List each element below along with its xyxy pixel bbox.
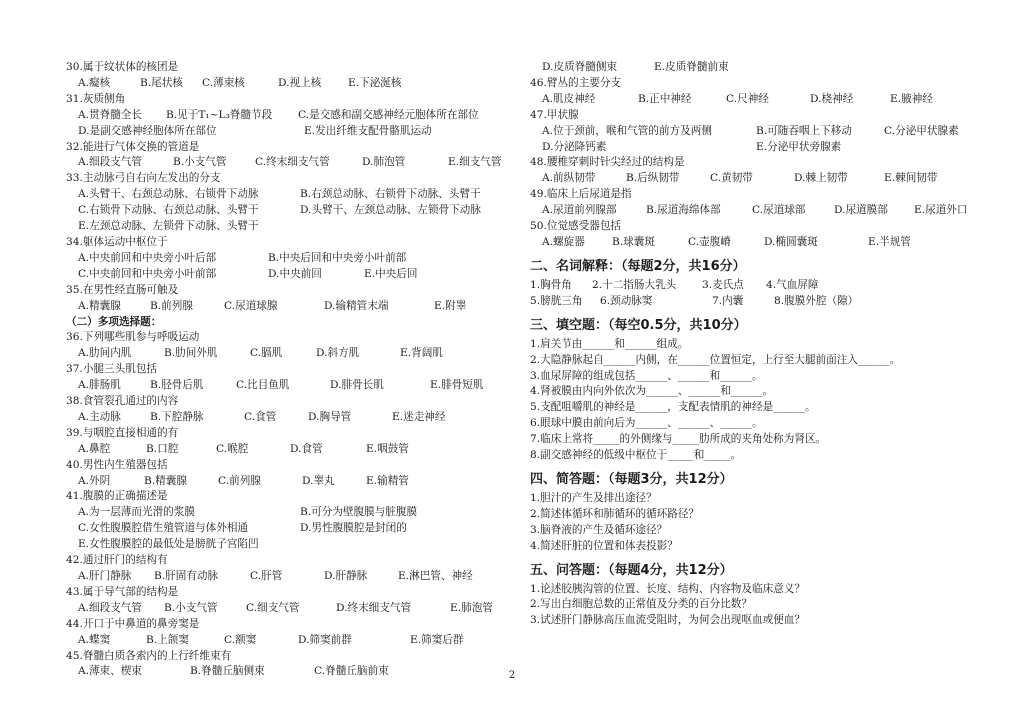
option: A.位于颈前，喉和气管的前方及两侧	[542, 124, 712, 137]
option-row	[66, 633, 511, 649]
option-row	[66, 346, 511, 362]
question-stem: 32.能进行气体交换的管道是	[66, 140, 200, 153]
question-line: 1.论述胶胰沟管的位置、长度、结构、内容物及临床意义？	[530, 582, 805, 595]
option-row	[530, 171, 980, 187]
option: C.脊髓丘脑前束	[314, 665, 389, 678]
option-row	[66, 474, 511, 490]
question-stem: 44.开口于中鼻道的鼻旁窦是	[66, 617, 200, 630]
option: B.中央后回和中央旁小叶前部	[268, 251, 407, 264]
left-column	[66, 60, 511, 680]
option: E.附睾	[434, 299, 467, 312]
option: A.细段支气管	[78, 601, 142, 614]
term-explanation-list	[530, 278, 980, 310]
option: D.桡神经	[810, 92, 854, 105]
option: B.小支气管	[164, 601, 218, 614]
question-stem: 33.主动脉弓自右向左发出的分支	[66, 172, 221, 185]
option: B.右颈总动脉、右锁骨下动脉、头臂干	[300, 188, 481, 201]
question-stem: 31.灰质侧角	[66, 92, 126, 105]
question-line: 7.临床上常将_____的外侧缘与_____肋所成的夹角处称为肾区。	[530, 433, 827, 446]
option: C.尿道球部	[752, 204, 806, 217]
option: B.后纵韧带	[626, 172, 680, 185]
question-stem: 42.通过肝门的结构有	[66, 554, 168, 567]
option: C.黄韧带	[710, 172, 753, 185]
question-stem: 34.躯体运动中枢位于	[66, 235, 168, 248]
option: C.喉腔	[216, 442, 249, 455]
option: B.脊髓丘脑侧束	[190, 665, 265, 678]
term-item: 7.内囊	[712, 294, 744, 307]
term-item: 6.颈动脉窦	[600, 294, 653, 307]
option: D.是副交感神经胞体所在部位	[78, 124, 217, 137]
term-item: 4.气血屏障	[766, 278, 819, 291]
option: D.中央前回	[268, 267, 322, 280]
section-5-title: 五、问答题：（每题4分，共12分）	[530, 562, 733, 578]
option-row	[66, 155, 511, 171]
option: E.皮质脊髓前束	[654, 61, 729, 73]
option: E.下泌涎核	[348, 76, 402, 89]
option: C.额窦	[224, 633, 257, 646]
option: A.尿道前列腺部	[542, 204, 617, 217]
question-stem: 39.与咽腔直接相通的有	[66, 426, 179, 439]
section-2-title: 二、名词解释：（每题2分，共16分）	[530, 258, 746, 274]
option: B.见于T₁~L₃脊髓节段	[166, 108, 273, 121]
option: C.尿道球腺	[224, 299, 278, 312]
option: D.椭圆囊斑	[764, 235, 818, 248]
option: A.螺旋器	[542, 235, 585, 248]
option: C.肝管	[250, 570, 283, 582]
question-stem: 47.甲状腺	[530, 108, 579, 121]
option: B.下腔静脉	[150, 410, 204, 423]
option: E.细支气管	[448, 156, 502, 169]
option: B.可分为壁腹膜与脏腹膜	[300, 506, 418, 519]
option-row	[66, 219, 511, 235]
question-stem: 50.位觉感受器包括	[530, 220, 622, 233]
option-row	[66, 569, 511, 585]
option: C.分泌甲状腺素	[884, 124, 959, 137]
right-column	[530, 60, 980, 629]
option-row	[66, 124, 511, 140]
option: D.腓骨长肌	[330, 379, 384, 392]
question-line: 4.肾被膜由内向外依次为______、______和______。	[530, 385, 774, 398]
option: C.前列腺	[218, 474, 261, 487]
page-number: 2	[508, 670, 516, 681]
option-row	[66, 505, 511, 521]
option: C.终末细支气管	[255, 156, 330, 169]
option-row	[66, 267, 511, 283]
option: B.精囊腺	[144, 474, 187, 487]
option: D.胸导管	[308, 410, 352, 423]
option-row	[66, 251, 511, 267]
option: D.棘上韧带	[794, 172, 848, 185]
section-3-title: 三、填空题：（每空0.5分，共10分）	[530, 317, 747, 333]
option: D.肝静脉	[324, 570, 368, 582]
short-answer-list	[530, 491, 980, 555]
subsection-title: （二）多项选择题：	[66, 315, 162, 328]
option: A.细段支气管	[78, 156, 142, 169]
question-stem: 41.腹膜的正确描述是	[66, 490, 168, 503]
question-stem: 40.男性内生殖器包括	[66, 458, 168, 471]
option: A.头臂干、右颈总动脉、右锁骨下动脉	[78, 188, 259, 201]
option-row	[530, 140, 980, 156]
option: E.棘间韧带	[884, 172, 938, 185]
option: E.迷走神经	[392, 410, 446, 423]
option: A.为一层薄而光滑的浆膜	[78, 506, 195, 519]
option: C.尺神经	[726, 92, 769, 105]
option: B.口腔	[146, 442, 179, 455]
option: A.贯脊髓全长	[78, 108, 142, 121]
option-row	[66, 187, 511, 203]
question-stem: 46.臂丛的主要分支	[530, 76, 622, 89]
option-row	[530, 124, 980, 140]
option: D.斜方肌	[316, 347, 360, 360]
option: A.鼻腔	[78, 442, 111, 455]
option-row	[66, 203, 511, 219]
option: B.尾状核	[140, 76, 183, 89]
option: E.中央后回	[364, 267, 418, 280]
option: D.尿道膜部	[834, 204, 888, 217]
option: D.肺泡管	[362, 156, 406, 169]
multiple-choice-continued	[530, 60, 980, 251]
option-row	[66, 537, 511, 553]
term-row	[530, 294, 980, 310]
question-stem: 43.属于导气部的结构是	[66, 585, 179, 598]
fill-blank-list	[530, 337, 980, 464]
option: A.腓肠肌	[78, 379, 121, 392]
option-row	[530, 203, 980, 219]
option: A.癡核	[78, 76, 111, 89]
option: A.主动脉	[78, 410, 121, 423]
option: E.淋巴管、神经	[398, 570, 473, 582]
question-line: 2.写出白细胞总数的正常值及分类的百分比数？	[530, 598, 752, 611]
option: C.食管	[244, 410, 277, 423]
option: A.前纵韧带	[542, 172, 596, 185]
option: B.尿道海绵体部	[646, 204, 721, 217]
term-row	[530, 278, 980, 294]
option: D.男性腹膜腔是封闭的	[300, 522, 407, 535]
option-row	[530, 235, 980, 251]
option: E.女性腹膜腔的最低处是膀胱子宫陷凹	[78, 538, 259, 551]
option: A.肌皮神经	[542, 92, 596, 105]
question-line: 3.试述肝门静脉高压血流受阻时，为何会出现呕血或便血？	[530, 614, 805, 627]
option: B.肝固有动脉	[154, 570, 219, 582]
option: C.壶腹嵴	[688, 235, 731, 248]
question-stem: 37.小腿三头肌包括	[66, 363, 158, 376]
option: C.右锁骨下动脉、右颈总动脉、头臂干	[78, 204, 259, 217]
essay-question-list	[530, 582, 980, 630]
option: C.是交感和副交感神经元胞体所在部位	[298, 108, 479, 121]
term-item: 5.膀胱三角	[530, 294, 583, 307]
option: B.肋间外肌	[164, 347, 218, 360]
question-stem: 36.下列哪些肌参与呼吸运动	[66, 331, 200, 344]
option: D.终末细支气管	[336, 601, 412, 614]
question-line: 2.大隐静脉起自______内侧，在______位置恒定，上行至大腿前面注入______。	[530, 353, 901, 366]
option: E.筛窦后群	[410, 633, 464, 646]
option: E.尿道外口	[914, 204, 968, 217]
section-4-title: 四、简答题：（每题3分，共12分）	[530, 471, 733, 487]
option: E.背阔肌	[400, 347, 443, 360]
question-stem: 49.临床上后尿道是指	[530, 188, 632, 201]
option: B.上颌窦	[146, 633, 189, 646]
option: E.腋神经	[890, 92, 933, 105]
option: C.比目鱼肌	[236, 379, 290, 392]
option: E.输精管	[366, 474, 409, 487]
question-line: 3.血尿屏障的组成包括______、______和______。	[530, 369, 763, 382]
term-item: 8.腹膜外腔（隙）	[774, 294, 859, 307]
question-stem: 35.在男性经直肠可触及	[66, 283, 179, 296]
option-row	[530, 92, 980, 108]
question-stem: 45.脊髓白质各索内的上行纤维束有	[66, 649, 232, 662]
option: E.咽鼓管	[366, 442, 409, 455]
option: D.输精管末端	[324, 299, 389, 312]
question-line: 1.肩关节由______和______组成。	[530, 337, 689, 350]
option: A.蝶窦	[78, 633, 111, 646]
question-line: 6.眼球中膜由前向后为______、______、______。	[530, 417, 763, 430]
question-line: 8.副交感神经的低级中枢位于_____和_____。	[530, 449, 742, 462]
term-item: 2.十二指肠大乳头	[592, 278, 677, 291]
option-row	[66, 76, 511, 92]
option: E.半规管	[868, 235, 911, 248]
option-row	[66, 521, 511, 537]
option-row	[530, 60, 980, 76]
option: A.中央前回和中央旁小叶后部	[78, 251, 217, 264]
option: B.可随吞咽上下移动	[756, 124, 852, 137]
option: A.精囊腺	[78, 299, 121, 312]
question-stem: 30.属于纹状体的核团是	[66, 61, 179, 73]
term-item: 1.胸骨角	[530, 278, 572, 291]
option: D.分泌降钙素	[542, 140, 607, 153]
option: D.睾丸	[302, 474, 335, 487]
option: D.头臂干、左颈总动脉、左锁骨下动脉	[300, 204, 481, 217]
question-stem: 38.食管裂孔通过的内容	[66, 395, 179, 408]
option-row	[66, 410, 511, 426]
option: E.分泌甲状旁腺素	[756, 140, 842, 153]
option: B.小支气管	[173, 156, 227, 169]
option-row	[66, 108, 511, 124]
option: D.食管	[290, 442, 323, 455]
option: B.胫骨后肌	[150, 379, 204, 392]
option: C.膈肌	[250, 347, 283, 360]
option: D.皮质脊髓侧束	[542, 61, 618, 73]
option: E.肺泡管	[450, 601, 493, 614]
term-item: 3.麦氏点	[702, 278, 744, 291]
option: E.左颈总动脉、左锁骨下动脉、头臂干	[78, 220, 259, 233]
option: C.薄束核	[202, 76, 245, 89]
option: A.薄束、楔束	[78, 665, 142, 678]
option-row	[66, 378, 511, 394]
option: C.女性腹膜腔借生殖管道与体外相通	[78, 522, 249, 535]
question-line: 5.支配咀嚼肌的神经是______，支配表情肌的神经是______。	[530, 401, 816, 414]
option: A.肋间内肌	[78, 347, 132, 360]
option: C.细支气管	[246, 601, 300, 614]
question-line: 3.脑脊液的产生及循环途径？	[530, 523, 668, 536]
option-row	[66, 601, 511, 617]
option: A.外阴	[78, 474, 111, 487]
question-line: 4.简述肝脏的位置和体表投影？	[530, 539, 678, 552]
option-row	[66, 299, 511, 315]
question-line: 2.简述体循环和肺循环的循环路径？	[530, 507, 700, 520]
option: B.球囊斑	[612, 235, 655, 248]
option: E.发出纤维支配骨骼肌运动	[304, 124, 432, 137]
option: B.前列腺	[150, 299, 193, 312]
question-stem: 48.腰椎穿刺时针尖经过的结构是	[530, 156, 685, 169]
option: D.视上核	[278, 76, 322, 89]
option-row	[66, 442, 511, 458]
option: A.肝门静脉	[78, 570, 132, 582]
option: C.中央前回和中央旁小叶前部	[78, 267, 217, 280]
question-line: 1.胆汁的产生及排出途径？	[530, 491, 657, 504]
option: B.正中神经	[638, 92, 692, 105]
option: D.筛窦前群	[298, 633, 352, 646]
option: E.腓骨短肌	[430, 379, 484, 392]
